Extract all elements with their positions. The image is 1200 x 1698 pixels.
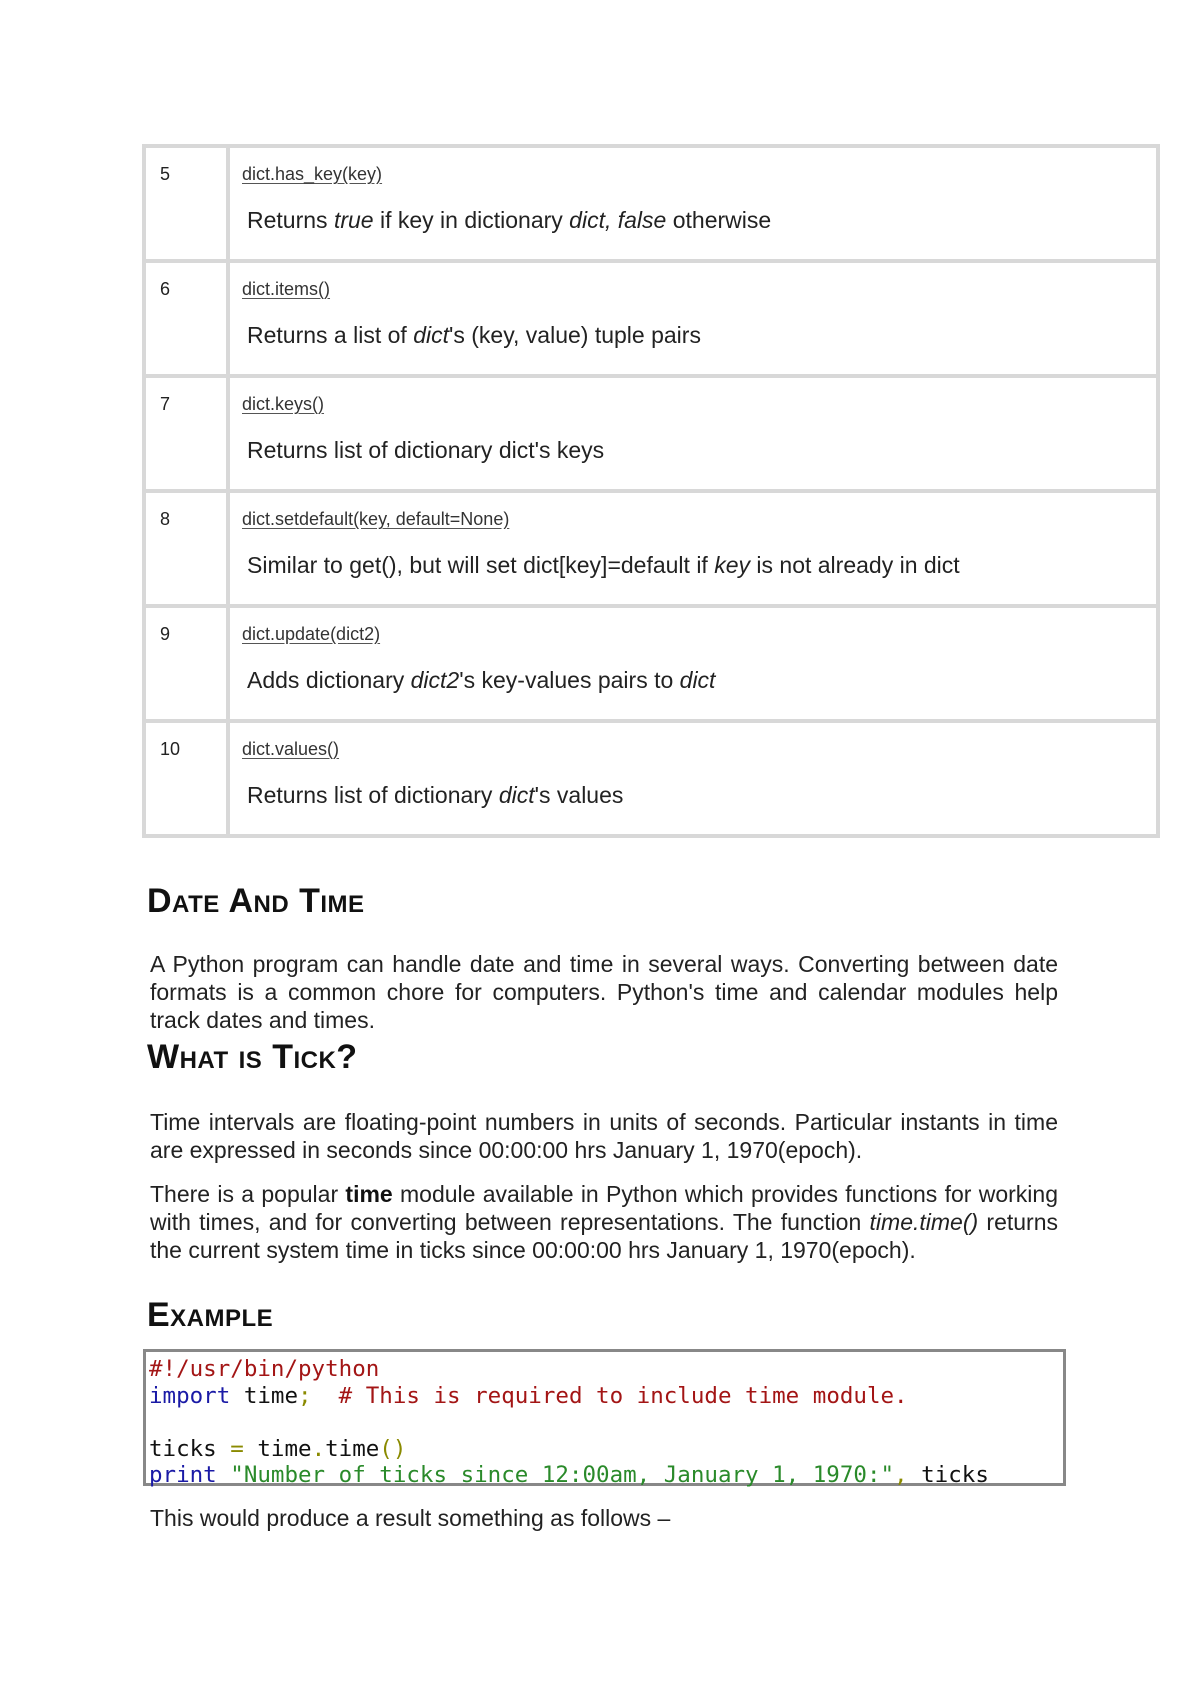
code-token: ; (298, 1382, 312, 1409)
method-description-run: 's (key, value) tuple pairs (448, 322, 701, 348)
row-number: 5 (160, 164, 171, 184)
method-signature-link[interactable]: dict.update(dict2) (242, 624, 381, 644)
method-description-run: dict (413, 322, 449, 348)
method-signature-link[interactable]: dict.setdefault(key, default=None) (242, 509, 510, 529)
code-token: time (230, 1382, 299, 1409)
method-description-run: 's key-values pairs to (459, 667, 680, 693)
table-row (144, 146, 1158, 261)
row-number-cell (144, 261, 228, 376)
method-description-run: Adds dictionary (247, 667, 411, 693)
code-token: import (149, 1382, 231, 1409)
result-intro-text: This would produce a result something as follows – (150, 1505, 671, 1531)
method-description-run: if key in dictionary (373, 207, 570, 233)
code-token: ticks (907, 1462, 989, 1488)
method-description (230, 185, 1156, 234)
code-token (149, 1409, 163, 1435)
code-token: time (325, 1435, 380, 1462)
table-row (144, 376, 1158, 491)
row-number-cell (144, 376, 228, 491)
method-description-run: Returns a list of (247, 322, 414, 348)
method-description-run: Similar to get(), but will set dict[key]=default if (247, 552, 715, 578)
method-description-run: Returns (247, 207, 334, 233)
code-token: print (149, 1462, 217, 1488)
tick-paragraph-1: Time intervals are floating-point numbers in units of seconds. Particular instants in time are expressed in seconds since 00:00:00 hrs January 1, 1970(epoch). (150, 1109, 1058, 1163)
what-is-tick-heading: What is Tick? (147, 1038, 358, 1076)
method-description (230, 645, 1156, 694)
tick-paragraph-2-run: There is a popular (150, 1181, 346, 1207)
table-row (144, 491, 1158, 606)
methods-table-body (144, 146, 1158, 836)
tick-paragraph-2-run: time.time() (869, 1209, 979, 1235)
method-signature-link[interactable]: dict.items() (242, 279, 331, 299)
code-token: () (379, 1435, 407, 1462)
method-description-run: dict2 (410, 667, 460, 693)
method-description-run: Returns list of dictionary dict's keys (247, 437, 605, 463)
tick-paragraph-2 (150, 1180, 1058, 1264)
method-cell (228, 491, 1158, 606)
method-description-run: dict, false (569, 207, 667, 233)
method-cell (228, 146, 1158, 261)
tick-paragraph-2-run: time (345, 1181, 393, 1207)
method-description-run: is not already in dict (750, 552, 960, 578)
code-line (149, 1409, 1061, 1436)
code-line (149, 1462, 1061, 1489)
code-line (149, 1436, 1061, 1463)
code-token: = (230, 1435, 244, 1462)
date-and-time-heading: Date And Time (147, 882, 365, 920)
code-token: #!/usr/bin/python (149, 1356, 380, 1382)
method-cell (228, 606, 1158, 721)
row-number: 6 (160, 279, 171, 299)
method-description (230, 530, 1156, 579)
method-signature-link[interactable]: dict.values() (242, 739, 340, 759)
table-row (144, 261, 1158, 376)
code-block (143, 1349, 1066, 1486)
tick-paragraph-2-run: returns the current system time in ticks since 00:00:00 hrs January 1, 1970(epoch). (150, 1209, 1058, 1263)
code-token: , (894, 1462, 908, 1488)
code-line (149, 1383, 1061, 1410)
method-description-run: Returns list of dictionary (247, 782, 499, 808)
row-number: 9 (160, 624, 171, 644)
row-number: 7 (160, 394, 171, 414)
code-token: ticks (149, 1435, 231, 1462)
method-description-run: dict (679, 667, 716, 693)
method-description-run: key (714, 552, 751, 578)
table-row (144, 606, 1158, 721)
row-number-cell (144, 721, 228, 836)
row-number: 10 (160, 739, 181, 759)
method-cell (228, 261, 1158, 376)
row-number: 8 (160, 509, 171, 529)
method-description-run: otherwise (666, 207, 772, 233)
code-token: time (243, 1435, 312, 1462)
method-cell (228, 376, 1158, 491)
method-cell (228, 721, 1158, 836)
method-signature-link[interactable]: dict.keys() (242, 394, 325, 414)
method-description-run: dict (498, 782, 535, 808)
method-description (230, 300, 1156, 349)
code-token: "Number of ticks since 12:00am, January 1, 1970:" (216, 1462, 895, 1488)
row-number-cell (144, 606, 228, 721)
code-token: . (311, 1435, 326, 1462)
example-heading: Example (147, 1296, 274, 1334)
method-description-run: true (333, 207, 374, 233)
method-description (230, 415, 1156, 464)
date-and-time-paragraph: A Python program can handle date and time in several ways. Converting between date formats is a common chore for computers. Python's time and calendar modules help track dates and times. (150, 951, 1058, 1033)
code-line (149, 1356, 1061, 1383)
tick-paragraph-2-run: module available in Python which provides functions for working with times, and for converting between representations. The function (150, 1181, 1058, 1235)
method-description (230, 760, 1156, 809)
method-signature-link[interactable]: dict.has_key(key) (242, 164, 383, 184)
row-number-cell (144, 491, 228, 606)
code-token: # This is required to include time module. (311, 1382, 908, 1409)
method-description-run: 's values (534, 782, 624, 808)
table-row (144, 721, 1158, 836)
dict-methods-table (142, 144, 1160, 838)
row-number-cell (144, 146, 228, 261)
